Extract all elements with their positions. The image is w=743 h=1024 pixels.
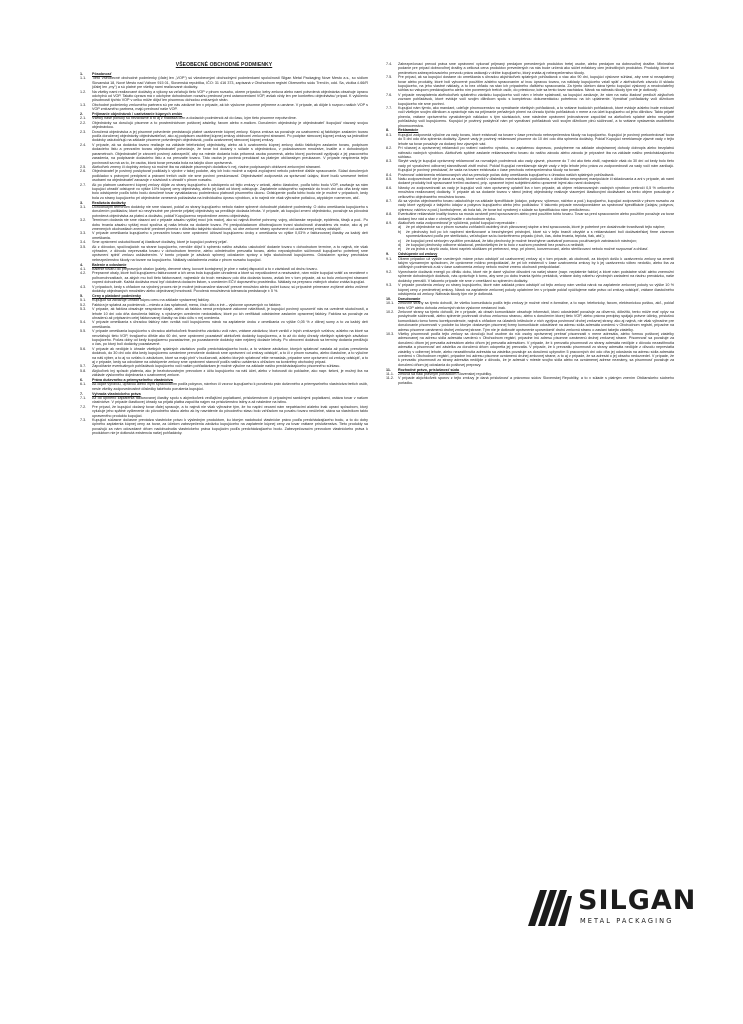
clause <box>386 106 674 128</box>
clause-number: 5.7. <box>80 364 87 369</box>
clause <box>80 183 368 201</box>
clause-number: 5.1. <box>80 298 87 303</box>
clause-number: 1.3. <box>80 102 87 107</box>
clause-text: V prípade akýchkoľvek sporov z tejto zmluvy je daná príslušnosť a právomoc súdov Slovenskej Republiky, a to v súlade s platným znením Občianskeho súdneho poriadku. <box>398 376 674 385</box>
clause-text: Balenie tovaru do prepravných obalov (palety, drevené rámy, kovové kontajnery) je plne v našej dispozícii a to v závislosti od druhu tovaru. <box>92 267 318 272</box>
clause-number: 6.1. <box>80 382 87 387</box>
clause-text: Okrem prípadov už vyššie uvedených máme právo odstúpiť od uzatvorenej zmluvy aj v tom prípade, ak okolnosti, za ktorých došlo k uzatvoreniu zmluvy sa zmenili takým významným spôsobom, že oprávnene môžno predpokladať, že pri ich existencii v čase uzatvorenia zmluvy by k jej uzatvoreniu vôbec nedošlo, alebo iba za odlišných podmienok a ak v čase uzatvorenia zmluvy nebolo možné zmenu okolností predpokladať. <box>398 256 674 270</box>
clause <box>386 310 674 332</box>
clause-number: 1.1. <box>80 76 87 81</box>
clause-text: Akákoľvek naša zodpovednosť je vylúčená, pokiaľ kupujúci nepreukáže : <box>398 221 517 226</box>
clause <box>386 177 674 186</box>
clause-text: Všetky naše ponuky sú nezáväzné a to aj z hľadiska cien a dodacích podmienok až do času, kým tieto písomne nepotvrdíme. <box>92 116 297 121</box>
clause-text: Sme oprávnení uskutočňovať aj čiastkové dodávky, ktoré je kupujúci povinný prijať. <box>92 240 228 245</box>
clause-number: 5.5. <box>80 329 87 334</box>
clause-text: Na všetky nami realizované dodávky a výkony sa vzťahujú tieto VOP v plnom rozsahu, okrem prípadov, keby zmluva alebo nami potvrdená objednávka obsahuje úpravu odchylnú od VOP. Takáto úprava má v odchylne dohodnutom rozsahu prednosť pred ustanoveniami VOP, avšak vždy len pre konkrétnu objednávku/ prípad. K vylúčeniu pôsobnosti týchto VOP v celku môže dôjsť len písomnou dohodou zmluvných strán. <box>92 89 368 103</box>
clause-text: Faktúra je splatná za podmienok – miesto a čas splatnosti, mena, číslo účtu a iné – výslovne upravených vo faktúre. <box>92 302 282 307</box>
clause-text: Ak z dôvodov, spočívajúcich na strane kupujúceho, nemôže dôjsť k splneniu našho záväzku uskutočniť dodanie tovaru v dohodnutom termíne, a to najmä, nie však výhradne, z dôvodu neprevzatia tovaru v dohodnutom termíne, alebo odmietnutím prevzatia tovaru, alebo neposkytnutím súčinnosti kupujúceho potrebnej sme oprávnení splniť zmluvu uskladnením. V tomto prípade je záväzok splnený odoslaním správy o tejto skutočnosti kupujúcemu. Odoslaním správy prechádza nebezpečenstvo škody na tovare na kupujúceho. Náklady uskladnenia znáša v plnom rozsahu kupujúci. <box>92 244 368 262</box>
clause-text: Akýkoľvek iný spôsob platenia, ako je bezhotovostným prevodom z účtu kupujúceho na náš účet, alebo v hotovosti do pokladne, ako napr. šekmi, je možný iba na základe výslovného dojednania v uzatvorenej zmluve. <box>92 368 368 378</box>
clause-number: 5.2. <box>80 302 87 307</box>
clause <box>386 301 674 310</box>
clause-number: 7.7. <box>386 106 393 111</box>
clause <box>80 307 368 320</box>
clause <box>80 218 368 231</box>
clause-number: 5.3. <box>80 307 87 312</box>
clause <box>386 75 674 93</box>
clause <box>386 270 674 283</box>
clause <box>80 90 368 103</box>
clause <box>80 285 368 294</box>
clause-text: V prípade omeškania kupujúceho s úhradou akéhokoľvek finančného záväzku voči nám, vrátane záväzkov, ktoré vznikli z iných zmluvných vzťahov, a/alebo na ktoré sa nevzťahujú tieto VOP, trvajúceho dlhšie ako 60 dní, sme oprávnení pozastaviť akékoľvek dodávky kupujúcemu, a to až do doby úhrady všetkých splatných záväzkov kupujúceho. Počas doby od kedy kupujúcemu pozastavíme, po pozastavenie dodávky nám nejdený dodacie lehoty. Po obnovení dodávok sa termíny dodania predlžujú o čas, po ktorý boli dodávky pozastavené. <box>92 329 368 347</box>
clause-number: 3.1. <box>80 204 87 209</box>
clause <box>80 231 368 240</box>
section-number: 4. <box>80 262 84 267</box>
clause-number: 10.2. <box>386 309 395 314</box>
clause-number: 8.1. <box>386 132 393 137</box>
clause <box>80 121 368 130</box>
section-title: Doručovanie <box>398 296 421 301</box>
clause-text: Pre prípad, že kupujúci dodaný tovar ďalej spracuje, a to najmä nie však výhradne tým, že ho naplní vecami nám nepatriacimi a/alebo inak upraví spôsobom, ktorý vylučuje jeho spätné vyčlenenie do pôvodného stavu alebo ak by navrátenie do pôvodného stavu bolo vzhľadom na povahu tovaru neúčelné, stáva sa vlastníkom takto upraveného produktu kupujúci. <box>92 404 368 418</box>
clause-number: 1.2. <box>80 89 87 94</box>
clause <box>386 283 674 296</box>
clause-number: 9.3. <box>386 283 393 288</box>
clause-number: 8.2. <box>386 146 393 151</box>
clause-text: Dohodnutým termínom dodávky nie sme viazaní, pokiaľ zo strany kupujúceho nebolo riadne splnené dohodnuté platobné podmienky. O dobu omeškania kupujúceho s doručením podkladov, ktoré sú nevyhnutné pre plnenie prijatej objednávky sa predlžuje dodacia lehota. V prípade, ak kupujúci zmení objednávku, považuje sa pôvodná potvrdená objednávka za platnú a dodávku, pokiaľ Kupujúcemu nepotvrdíme zmenu objednávky. <box>92 204 368 218</box>
section-title: Rozhodné právo, príslušnosť súdu <box>398 367 460 372</box>
section-title: Pôsobnosť <box>92 72 112 76</box>
list-item-text: že kupujúci pred sériovým využitím preukázal, že táto plechovky je možné bezchybne uzatvárať pomocou používaných zatváracích nástrojov; <box>406 238 637 243</box>
clause-text: Ak dôjde výrobou, úpravou alebo iným spracovaním podľa pokynov, návrhov či vzorov kupujúceho k porušeniu práv duševného a priemyselného vlastníctva tretích osôb, nesie všetky zodpovednostné dôsledky takéhoto porušenia kupujúci. <box>92 382 368 391</box>
document-title: VŠEOBECNÉ OBCHODNÉ PODMIENKY <box>175 62 273 68</box>
clause-number: 8.4. <box>386 172 393 177</box>
clause <box>80 169 368 182</box>
clause-number: 7.3. <box>80 418 87 423</box>
clause <box>80 103 368 112</box>
clause-text: Kupujúci sa zaväzuje uhradiť kúpnu cenu na základe vystavenej faktúry. <box>92 298 210 303</box>
clause-number: 5.8. <box>80 368 87 373</box>
list-marker: d) <box>398 243 402 248</box>
clause-text: Vynechanie dodávok energií po dlhšiu dobu, ktoré nie je dané výlučne dôvodmi na našej strane (napr. neplatenie faktúr) a ktoré nám podstatne sťaží alebo znemožní splnenie dohodnutých dodávok, nás oprávňuje k tomu, aby sme po dobu trvania týchto prekážok, vrátane doby nábehu výrobných zariadení na riadnu prevádzku, naše dodávky prerušili. V takomto prípade nie sme v omeškaní so splnením dodávky. <box>398 269 674 283</box>
section-number: 8. <box>386 128 390 133</box>
clause-text: Kupujúci nám týmto, ako mandant, udeľuje plnomocenstvo na vymáhanie všetkých pohľadávok, a to vrátane budúcich pohľadávok, ktoré eviduje a/alebo bude evidovať voči všetkým svojim dlžníkom a oprávňuje nás na prijímanie peňažných plnení na úhradu týchto pohľadávok v mene a na účet kupujúceho od jeho dlžníkov. Takto prijaté plnenia, vrátane opráveného vynaložených nákladov s tým súvisiacich, sme následne oprávnení jednostranne započítať na akékoľvek splatné alebo nesplatné pohľadávky voči kupujúcemu. Kupujúci je povinný poskytnúť nám pri vymáhaní pohľadávok voči svojim dlžníkom plnú súčinnosť, a to vrátane vystavenia osobitného plnomocenstva. <box>398 106 674 128</box>
section-number: 3. <box>80 200 84 205</box>
clause <box>80 347 368 365</box>
document-page <box>80 62 674 942</box>
clause-number: 8.3. <box>386 159 393 164</box>
clause <box>386 146 674 159</box>
section-number: 5. <box>80 293 84 298</box>
clause-number: 9.2. <box>386 269 393 274</box>
clause <box>386 186 674 199</box>
clause <box>386 212 674 221</box>
clause-text: V prípade porušenia zmluvy zo strany kupujúceho, ktoré nám zakladá právo odstúpiť od tejto zmluvy nám vzniká nárok na zaplatenie zmluvnej pokuty vo výške 10 % kúpnej ceny z predmetnej zmluvy. Nárok na zaplatenie zmluvnej pokuty uplatníme len v prípade pokiaľ vyúčtujeme naše právo od zmluvy odstúpiť, vrátane čiastočného odstúpenia od zmluvy. Náhrada škody tým nie je dotknutá. <box>398 283 674 296</box>
section-title: Odstúpenie od zmluvy <box>398 252 438 257</box>
clause-number: 2.5. <box>80 164 87 169</box>
clause-text: V prípade ak nedôjde k úhrade všetkých splatných záväzkov podľa predchádzajúceho bodu, a to vrátane záväzkov, ktorých splatnosť nastala až počas prerušenia dodávok, do 30 dní odo dňa kedy kupujúcemu oznámime prerušenie dodávok sme oprávnení od zmluvy odstúpiť, a to či v plnom rozsahu, alebo čiastočne, a to výlučne na náš výber, a to aj vo vzťahu k záväzkom, ktoré sa majú plniť v budúcnosti, a/alebo ktorých splatnosť ešte nenastala, prípadne sme oprávnení od zmluvy odstúpiť, a to aj v prípade, kedy sa odvoláme na odstúpenie zmluvy sme oprávnení stanoviť podľa našho uváženia s ohľadom na konkrétny obchodný prípad. <box>92 346 368 364</box>
right-column <box>386 62 674 385</box>
clause-number: 2.2. <box>80 120 87 125</box>
clause-number: 2.3. <box>80 129 87 134</box>
section-number: 9. <box>386 252 390 257</box>
list-item-text: že kupujúci plechovky odborne skladoval, predovšetkým že to bolo v suchom prostredí bez prachu a nečistôt; <box>406 243 585 248</box>
clause-number: 4.2. <box>80 271 87 276</box>
clause-text: Termínom dodania nie sme viazaní ani v prípade zásahu vyššej moci (vis maior), ako sú najmä živelné pohromy, vojny, občianske nepokoje, epidémia, štrajk a pod.. Po dobu trvania zásahu vyššej moci spočíva aj naša lehota na dodanie tovaru. Pri predpokladanom dlhotrvajúcom trvaní skutočností charakteru vis maior, ako aj pri zmenených okolnostiach znemožniť predmet plnenia v dôsledku takýchto skutočností, sú obe zmluvné strany oprávnené od uzatvorenej zmluvy odstúpiť. <box>92 218 368 231</box>
clause-number: 10.1. <box>386 301 395 306</box>
list-item-text: že pri objednávke sa v plnom rozsahu zohľadnili osobitný druh plánovanej náplne a test spracovania, ktoré je potrebné pre dosiahnutie trvanlivosti tejto náplne; <box>406 225 666 230</box>
clause <box>386 332 674 367</box>
clause-number: 11.1. <box>386 372 394 376</box>
clause-text: Nároky zo zodpovednosti za vady je kupujúci voči nám oprávnený uplatniť iba v tom prípade, ak objem reklamovaných vadných výrobkov prekročí 0,5 % celkového množstva realizovanej dodávky. V prípade ak sa dodanie tovaru v rámci jednej objednávky realizuje viacerými čiastkovými dodávkami sa tento objem posudzuje z celkového objednaného množstva tovaru. <box>398 185 674 199</box>
section-title: Vyhrada vlastníckeho práva <box>92 391 141 396</box>
clause-text: Pre prípad, ak sa kupujúci dostane do omeškania s úhradou akýchkoľvek splatných pohľadávok o viac ako 90 dní, kupujúci výslovne súhlasí, aby sme si nezaplatený tovar alebo produkty, ktoré boli vytvorené použitím a/alebo spracovaním a/ inou úpravou tovaru, na náklady kupujúceho vziali späť z akéhokoľvek závodu či skladu kupujúceho, na jeho vlastné náklady, a to bez ohľadu na stav ich prípadného ďalšieho spracovania. Za týmto účelom dáva týmto kupujúci výslovný a neodvolateľný súhlas so vstupom predávajúceho alebo ním poverených tretích osôb, do priestorov, kde sa tento tovar nachádza. Nárok na náhradu škody tým nie je dotknutý. <box>398 75 674 93</box>
clause <box>80 396 368 405</box>
section-title: Prijímanie objednávok / uzatváranie kúpnych zmlúv <box>92 112 183 117</box>
list-item-text: že za jedná o skrytú vadu, ktorú napriek skúškam pri preberaní, resp. pri plnení, konzervovaní, alebo sterilizovaní nebolo možné rozpoznať a chliasť. <box>406 247 649 252</box>
clause <box>80 143 368 165</box>
clause <box>80 130 368 143</box>
clause-text: Objednávky sa doručujú písomne a to prostredníctvom poštovej zásielky, faxom alebo e-mailom. Doručením objednávky je objednávateľ /kupujúci/ viazaný svojou objednávkou. <box>92 120 368 130</box>
clause-number: 8.6. <box>386 185 393 190</box>
clause-number: 5.6. <box>80 346 87 351</box>
clause-number: 2.7. <box>80 182 87 187</box>
clause-number: 4.3. <box>80 284 87 289</box>
clause-number: 2.1. <box>80 116 87 121</box>
section-number: 7. <box>80 391 84 396</box>
clause-number: 3.5. <box>80 244 87 249</box>
clause <box>386 62 674 75</box>
clause-text: Ak sa výroba objednaného tovaru uskutočňuje na základe špecifikácie (údajov, pokynov, výkresov, náčrtov a pod.) kupujúceho, kupujúci zodpovedá v plnom rozsahu za vady ktoré vyplývajú z takýchto údajov a pokynov kupujúceho alebo jeho podkladov. V takomto prípade nezodpovedáme za správnosť špecifikácie (údajov, pokynov, výkresov, náčrtov a pod.) kontrolujeme, ak bola tak, že tovar bol vyrobený v súlade so špecifikáciou nám predloženou. <box>398 198 674 212</box>
clause-number: 11.2. <box>386 376 394 381</box>
clause-text: Pri včasnej a oprávnenej reklamácii po vrátení vadného výrobku, so zaplatenou dopravou, poskytneme na základe obojstrannej dohody dobropis alebo bezplatnú náhradu vadných výrobkov. Akékoľvek spätné zaslanie reklamovaného tovaru do našho závodu alebo závodu je prípustné iba na základe našho predchádzajúceho súhlasu. <box>398 146 674 159</box>
section-number: 11. <box>386 367 391 372</box>
section-number: 2. <box>80 112 84 117</box>
clause <box>80 418 368 436</box>
clause-text: V prípade omeškania s úhradou faktúry nám vzniká voči kupujúcemu nárok na zaplatenie úroku z omeškania vo výške 0,05 % z dlžnej sumy a to za každý deň omeškania. <box>92 320 368 329</box>
logo-wordmark: SILGAN <box>578 885 697 916</box>
clause-number: 5.4. <box>80 320 87 325</box>
clause-text: Ak po platnom uzatvorení kúpnej zmluvy dôjde zo strany kupujúceho k odstúpeniu od tejto zmluvy v celosti, alebo čiastočne, podľa tohto bodu VOP, zaväzuje sa nám kupujúci uhradiť odstupné vo výške 10% kúpnej ceny objednávky, alebo jej časti od ktorej odstupuje. Zaplatenie odstupného najneskôr do troch dní odo dňa kedy nám bolo odstúpenie podľa tohto bodu doručené tovar vynakladanou podmienkou platnosti písomného úkonu. Odstúpenie podľa tohto bodu nie je možné v prípadoch, kedy bola zo strany kupujúceho pri objednávke vznesená požiadavka na individuálnu úpravu výrobkov, a to najmä nie však výhradne potlačou, atypickým rozmerom, atď.. <box>92 182 368 200</box>
clause-text: Našu zodpovednosť nie je daná za vady, ktoré vznikli v dôsledku mechanického poškodenia, v dôsledku nesprávnej manipulácie či skladovania a ani v prípade, ak nami dodané produkty boli spracované tretími osobami, prip. opravené inými subjektmi alebo upravené inými ako nami dodanými. <box>398 176 674 186</box>
clause-text: Eventuálne reklamácie kvality tovaru sa musia oznámiť pred spracovaním alebo pred použitím tohto tovaru. Tovar sa pred spracovaním alebo použitím považuje za tovar dodaný bez vád a stav v ohnivej kvalite v obchodnom styku. <box>398 212 674 221</box>
clause <box>386 376 674 385</box>
clause-text: Povinnosť odstránenia reklamovaných vád sa prerušuje počas doby omeškania kupujúceho s úhradou našich splatných pohľadávok. <box>398 172 615 177</box>
clause <box>80 205 368 218</box>
clause-text: Započítanie eventuálnych pohľadávok kupujúceho voči našim pohľadávkam je možné výlučne na základe našho predchádzajúceho písomného súhlasu. <box>92 364 341 369</box>
list-item <box>386 230 674 239</box>
clause-text: Zmluvné strany sa týmto dohodli, že všetku komunikáciu podľa tejto zmluvy je možné viesť e-formálne, a to napr. telefonicky, faxom, elektronickou poštou, atď., pokiaľ tieto VOP alebo dohoda zmluvných strán výslovne nestanoví inak. <box>398 301 674 310</box>
clause-number: 7.1. <box>80 396 87 400</box>
clause-number: 9.1. <box>386 256 393 261</box>
clause-number: 2.4. <box>80 142 87 147</box>
clause <box>80 271 368 284</box>
clause <box>80 382 368 391</box>
clause-number: 8.8. <box>386 212 393 217</box>
clause-text: Zmluva sa riadi právnym poriadkom Slovenskej republiky. <box>398 372 492 376</box>
clause-text: Akékoľvek zmeny či doplnky zmluvy sú možné iba na základe písomných dodatkov k nej, riadne podpísaných obidvomi zmluvnými stranami. <box>92 164 321 169</box>
clause <box>80 369 368 378</box>
clause-number: 3.2. <box>80 218 87 223</box>
list-marker: b) <box>398 229 402 234</box>
clause-text: V prípade, ak faktúra obsahuje nesprávne údaje, alebo ak faktúra nemá predpísané zákonné náležitosti, je kupujúci povinný upozorniť nás na uvedené skutočnosti, a lehote 10 dní odo dňa doručenia faktúry, s výslovným uvedením nedostatkov, ktoré po ich verifikácii odstránime zaslaním opravenej faktúry. Faktúra sa považuje za uhradenú až pripisaním celej fakturovanej čiastky na číslo účtu v nej uvedenia. <box>92 307 368 320</box>
clause-number: 7.6. <box>386 92 393 97</box>
clause-text: Obchodné podmienky zmluvného partnera sú pre nás záväzné len v prípade, ak ich výslovne písomne prijmeme a uznáme. V prípade, ak dôjde k rozporu našich VOP s VOP zmluvného partnera, majú prednosť naše VOP. <box>92 102 368 112</box>
clause-text: Doručená objednávka a jej písomné potvrdenie predstavujú platné uzatvorenie kúpnej zmluvy. Kúpna zmluva sa považuje za uzatvorenú aj faktickým zaslaním tovaru podľa doručenej objednávky objednávateľovi, ako aj podpisom osobitnej kúpnej zmluvy obidvomi zmluvnými stranami. Po podpise rámcovej kúpnej zmluvy sa jednotlivé dodávky uskutočňujú na základe písomne potvrdených objednávok, podľa uzatvorenej rámcovej kúpnej zmluvy. <box>92 129 368 143</box>
section-number: 1. <box>80 72 84 76</box>
silgan-logo-icon <box>526 886 574 928</box>
company-logo <box>526 880 697 936</box>
clause-text: V prípade nezaplatenia akéhokoľvek splatného záväzku kupujúceho voči nám v lehote splatnosti, sa kupujúci zaväzuje, že nám na našu žiadosť predloží akýkoľvek zoznam pohľadávok, ktoré eviduje voči svojim dlžníkom spolu s kompletnou dokumentáciou potrebnou na ich uplatnenie. Vymáhať pohľadávky voči dlžníkom kupujúceho nie sme povinní. <box>398 92 674 106</box>
clause-number: 8.5. <box>386 176 393 181</box>
clause-number: 7.2. <box>80 404 87 409</box>
list-marker: e) <box>398 247 402 252</box>
clause <box>80 320 368 329</box>
clause-number: 2.6. <box>80 169 87 174</box>
section-title: Realizácia dodávky <box>92 200 126 205</box>
clause-text: V prípade, ak sa dodávka tovaru realizuje na základe telefonickej objednávky, alebo ak k uzatvoreniu kúpnej zmluvy došlo faktickým zaslaním tovaru, podpisom dodacieho listu a prevzatím tovaru objednávateľ potvrdzuje, že tovar bol dodaný v súlade s objednávkou, v požadovanom množstve, kvalite a v dohodnutých parametroch. Objednávateľ je zároveň povinný zabezpečiť, aby na mieste dodania bola prítomná osoba poverená, alebo ktorej povinnosti vyplývajú z jej pracovného zaradenia, na podpisanie dodacieho listu a na prevzatie tovaru. Táto osoba je povinná preukázať sa platným občianskym preukazom. V prípade nesplnenia tejto povinnosti sa má za to, že osoba, ktorá tovar prevzala bola na takýto úkon oprávnená. <box>92 142 368 165</box>
section-title: Balenie a odoslanie <box>92 262 127 267</box>
clause <box>386 257 674 270</box>
logo-subtitle: METAL PACKAGING <box>580 917 674 925</box>
clause-text: V prípade omeškania kupujúceho s prevzatím tovaru sme oprávnení účtovať kupujúcemu úroky z omeškania vo výške 0,03% z fakturovanej čiastky za každý deň omeškania. <box>92 231 368 240</box>
clause <box>80 245 368 263</box>
clause <box>80 76 368 89</box>
clause-text: Zmluvné strany sa týmto dohodli, že v prípade, ak obsah komunikácie obsahuje informácii, ktorú odosielateľ považuje za dôvernú, dôležitú, tento môže mať vplyv na poskytnutie súčinnosti, alebo splnenie povinnosti druhou zmluvnou stranou, alebo s doručením ktorej tieto VOP, alebo právna predpisy spájajú právne účinky, príslušnú komunikáciu tomu formu korešpondencie, najmä s ohľadom na účastník inštrukcie z nich vyplýva povinnosť druhej zmluvnej strany, ako aj najmä, nie však výhradne pre doručovanie písomností v podobe ku ktorým dostavným písomnej formy komunikácie odosielané na adresu sídla adresáta uvedenú v Obchodnom registri, prípadne na adresu písomne oznámenú druhej zmluvnej strane. Tým nie je dotknuté oprávnenie upovedomiť druhú zmluvnú stranu o zaslaní takejto zásielky. <box>398 309 674 332</box>
clause <box>386 159 674 172</box>
clause-number: 8.7. <box>386 198 393 203</box>
clause-number: 4.1. <box>80 267 87 272</box>
section-title: Práva duševného a priemyselného vlastníctva <box>92 377 173 382</box>
section-number: 6. <box>80 377 84 382</box>
clause <box>80 329 368 347</box>
clause-number: 3.4. <box>80 240 87 245</box>
left-column <box>80 62 368 436</box>
section-title: Reklamácie <box>398 128 419 133</box>
clause-text: V prípadoch, kedy s ohľadom na výrobný proces nie je možné jednoznačne stanoviť presné množstvo alebo počet kusov, sú prípustné primerane zvýšené alebo znížené dodávky objednaných množstiev alebo objednanej hmotnosti. Povolená množstevná tolerancia predstavuje ± 5 %. <box>92 284 368 294</box>
clause-number: 3.3. <box>80 231 87 236</box>
clause-text: Tieto Všeobecné obchodné podmienky (ďalej len „VOP“) sú všeobecnými obchodnými podmienkami spoločnosti Silgan Metal Packaging Nove Mesto a.s., so sídlom Slovanská 18, Nové Mesto nad Váhom 915 01, Slovenská republika, IČO: 31 416 373, zapísaná v Obchodnom registri Okresného súdu Trenčín, odd. Sa, vložka č.66/R (ďalej len „my“) a sú platné pre všetky nami realizované dodávky. <box>92 76 368 90</box>
clause <box>386 199 674 212</box>
list-marker: c) <box>398 238 402 243</box>
clause-text: Prepravné obaly, ktoré boli kupujúcemu fakturované a ich cena bola kupujúcim uhradená a ktoré sú nepoškodené a nezávadné, nám môže kupujúci vrátiť za nevrátené v poľnomohnostiach, za akých mu boli tieto fakturované, najneskôr do troch mesiacov odo dňa dodania tovaru, avšak len v tom prípade, ak so bolo zmluvnými stranami vopred dohodnuté. Každá dodávka musí byť doložená dodacím listom, s uvedením EČV dopravného prostriedku. Náklady na prepravu vrátných obalov znáša kupujúci. <box>92 271 368 285</box>
clause-text: Skryté vady je kupujúci oprávnený reklamovať za rovnakých podmienok ako vady zjavné, písomne do 7 dní ako tieto zistil, najneskôr však do 30 dní od kedy bolo tieto vady pri vynaložení odbornej starostlivosti zistiť mohol. Pokiaľ Kupujúci nereklamuje skryté vady v tejto lehote jeho práva zo zodpovednosti za vady voči nám zanikajú. Kupujúci je povinný preukázať, že vada na tovare existovala v čase prechodu nebezpečenstva škody na tovare. <box>398 159 674 173</box>
clause-number: 10.3. <box>386 331 395 336</box>
clause <box>386 93 674 106</box>
clause-number: 7.4. <box>386 62 393 66</box>
list-marker: a) <box>398 225 402 230</box>
clause <box>386 133 674 146</box>
clause-text: Objednávateľ je povinný poskytovať podklady k výrobe v takej podobe, aby ich bolo možné a najmä zvyčajnení nebolo potrebné ďalšie spracovanie. Súlad doručených podkladov s právnymi predpismi a právami tretích osôb nie sme povinní preskúmavať. Objednávateľ zodpovedá za správnosť údajov, ktoré budú vznesené tretími osobami na objednávateľ zavazuje v súvislosti s uhradiť v plnom rozsahu. <box>92 169 368 183</box>
list-item <box>386 247 674 251</box>
clause-text: Zabezpečovací prevod práva sme oprávnení vykonať prijmaný predajom prevedených produktov tretej osobe, alebo predajom na dobrovoľnej dražbe. Minimálne podanie pre prípad dobrovoľnej dražby a celková cena produktov prevedených na nás bude určená ako súčet exfaktory cien jednotlivých produktov. Produkty, ktoré sú predmetom zabezpečovacieho prevodu práva ostávajú v držbe kupujúceho, ktorý znáša aj nebezpečenstvo škody. <box>398 62 674 75</box>
clause-number: 7.5. <box>386 75 393 80</box>
clause-text: Všetky písomnosti podľa tejto zmluvy sa doručujú buď osobne do rúk osoby oprávnenej prebrať písomnosti v mene adresáta, alebo formou poštovej zásielky adresovanej na adresu sídla adresáta uvedenú v Obchodnom registri, prípadne inú adresu písomne oznámenú druhej zmluvnej strane. Písomnosť sa považuje za doručenú dňom jej prevzatia adresátom alebo dňom jej prevzatia adresátom. V prípade, že k prevzatiu písomnosti zo strany adresáta nedôjde z dôvodu nezastihnutia adresáta a písomnosť ani zásielka za doručenú dňom odopretia jej prevzatia. V prípade, že k prevzatiu písomnosti zo strany adresáta nedôjde z dôvodu nepreviatia zásielky v odbernej lehote, alebo nezastihnutia adresáta sa zásielka považuje za doručenú uplynutím 5 pracovných dní odo dňa jej odoslania na adresu sídla adresáta uvedenú v Obchodnom registri, prípadne inú adresu písomne oznámenú druhej zmluvnej strane, a to aj v prípade, že sa adresát o jej obsahu nedozvedel. V prípade, že k prevzatiu písomnosti zo strany adresáta nedôjde z dôvodu, že je adresát v mieste svojho sídla alebo na oznámenej adrese neznámy, sa písomnosť považuje za doručenú dňom jej odoslania do poštovej prepravy. <box>398 331 674 367</box>
section-number: 10. <box>386 296 392 301</box>
clause-text: Kupujúci zodpovedá výlučne za vady tovaru, ktoré existovali na tovare v čase prechodu nebezpečenstva škody na kupujúceho. Kupujúci je povinný prekontrolovať tovar do 5 dní odo dňa splnenia dodávky. Zjavné vady je povinný reklamovať písomne do 10 dní odo dňa splnenia dodávky. Pokiaľ Kupujúci nereklamuje zjavné vady v tejto lehote sa tovar považuje za dodaný bez zjavných vád. <box>398 132 674 146</box>
clause-text: Až do úplného zaplatenia fakturovanej čiastky spolu s akýmikoľvek vedľajšími poplatkami, príslušenstvom či prípadnými sankčnými poplatkami, ostáva tovar v našom vlastníctve. V prípade čiastkovej úhrady sa prijatá platba započíta najprv na príslušenstvo istiny a až následne na istinu. <box>92 396 368 405</box>
list-item-text: že plechovky boli po ich naplnení sterilizované a bezchybnými prístrojmi, ktoré sú v tejto branži obvyklé a s reklamáciami boli dodávateľskej firme záverom spomedzikovaní podľa pre sterilizáciu, vzťahujúce sa ku konkrétnemu prípadu (druh, čas, doba trvania, teplota, tlak, atď.); <box>406 229 674 239</box>
section-title: Ceny a platobné podmienky <box>92 293 141 298</box>
clause-text: Kupujúci súčasne dočasne prevádza vlastnícke právo k výsledným produktom, ku ktorým nadobudol vlastnícke právo podľa predchádzajúceho bodu, a to do doby úplného zaplatenia kúpnej ceny za tovar, za účelom zabezpečenia záväzku kupujúceho na zaplatenie kúpnej ceny za tovar vrátane príslušenstva. Tieto produkty sa považujú za nám odovzdané dňom nadobudnutia vlastníckeho práva kupujúcim podľa predchádzajúceho bodu. Zabezpečovacím prevodom vlastníckeho práva k produktom nie je dotknutá existencia našej pohľadávky. <box>92 418 368 436</box>
clause <box>80 405 368 418</box>
clause-number: 8.9. <box>386 221 393 226</box>
